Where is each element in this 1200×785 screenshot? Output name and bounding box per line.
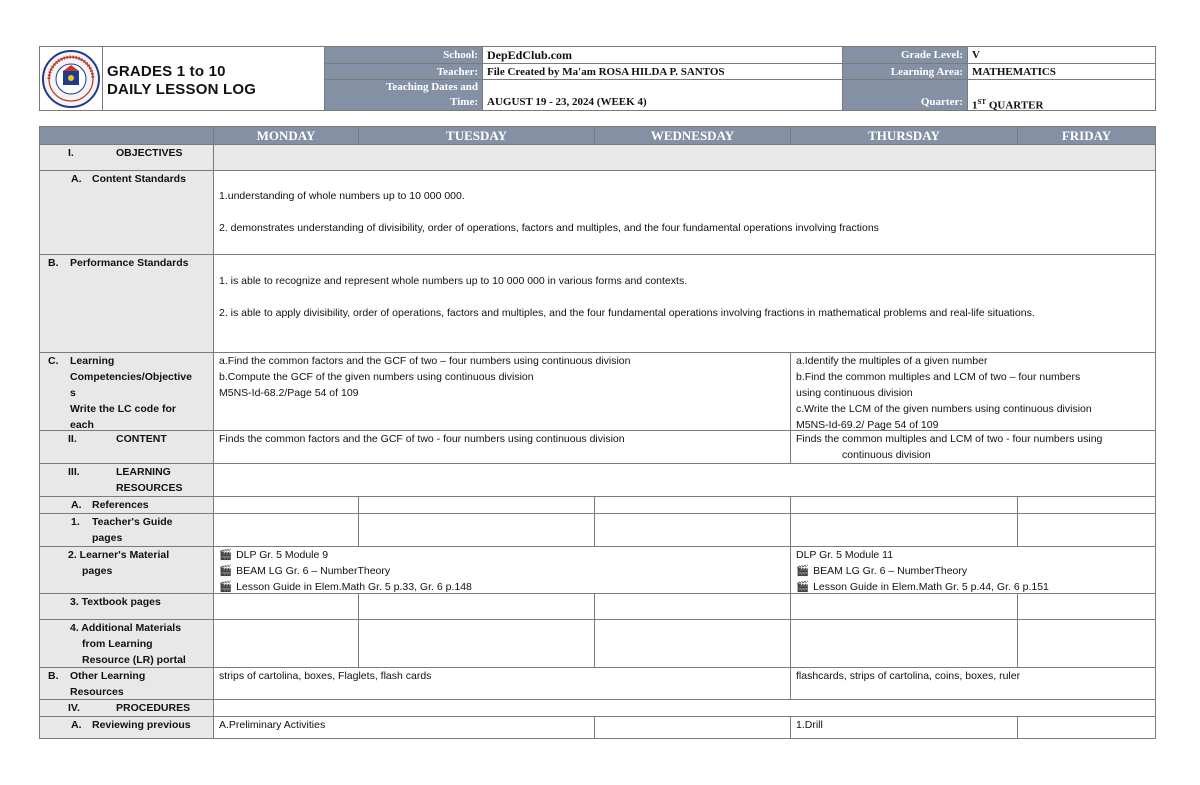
additional-materials-mon — [213, 620, 358, 667]
textbook-fri — [1017, 594, 1155, 619]
additional-materials-fri — [1017, 620, 1155, 667]
performance-standards-row — [40, 255, 1155, 353]
content-standards-line1: 1.understanding of whole numbers up to 10 000 000. — [219, 190, 465, 202]
additional-materials-wed — [594, 620, 790, 667]
performance-standards-line2: 2. is able to apply divisibility, order of operations, factors and multiples, and the four fundamental operations involving fractions in mathematical problems and real-life situations. — [219, 307, 1035, 319]
other-resources-num: B. — [48, 670, 59, 682]
learners-material-mon-item — [219, 579, 785, 593]
dates-label — [325, 80, 483, 110]
learners-material-mon-3: Lesson Guide in Elem.Math Gr. 5 p.33, Gr. 6 p.148 — [236, 581, 472, 593]
additional-materials-label — [40, 620, 213, 667]
learning-resources-l1: LEARNING — [116, 466, 171, 478]
competencies-mon-l2: b.Compute the GCF of the given numbers using continuous division — [219, 371, 534, 383]
content-label — [40, 431, 213, 463]
procedures-row — [40, 700, 1155, 717]
textbook-mon — [213, 594, 358, 619]
day-friday: FRIDAY — [1017, 127, 1155, 144]
content-standards-text: Content Standards — [92, 173, 186, 185]
teachers-guide-fri — [1017, 514, 1155, 546]
teachers-guide-label — [40, 514, 213, 546]
reviewing-label — [40, 717, 213, 738]
header-row-dates — [325, 80, 1155, 110]
competencies-row — [40, 353, 1155, 431]
teachers-guide-thu — [790, 514, 1017, 546]
content-thu-l1: Finds the common multiples and LCM of two - four numbers using — [796, 433, 1103, 445]
content-thu-fri — [790, 431, 1155, 463]
competencies-mon-l1: a.Find the common factors and the GCF of two – four numbers using continuous division — [219, 355, 631, 367]
clapperboard-icon: 🎬 — [219, 581, 233, 593]
learning-resources-row — [40, 464, 1155, 497]
deped-seal-icon — [41, 49, 101, 109]
day-tuesday: TUESDAY — [358, 127, 594, 144]
content-num: II. — [68, 433, 77, 445]
objectives-content — [213, 145, 1155, 170]
competencies-thu-l2: b.Find the common multiples and LCM of two – four numbers — [796, 371, 1081, 383]
teachers-guide-tue — [358, 514, 594, 546]
clapperboard-icon: 🎬 — [219, 549, 233, 561]
days-header-corner — [40, 127, 213, 144]
teachers-guide-l1: Teacher's Guide — [92, 516, 173, 528]
other-resources-mon-wed: strips of cartolina, boxes, Flaglets, flash cards — [213, 668, 790, 699]
competencies-label-l3: s — [70, 387, 76, 399]
competencies-thu-l4: c.Write the LCM of the given numbers using continuous division — [796, 403, 1092, 415]
references-mon — [213, 497, 358, 513]
school-label: School: — [325, 47, 483, 63]
quarter-value — [968, 80, 1155, 110]
procedures-num: IV. — [68, 702, 80, 714]
references-num: A. — [71, 499, 82, 511]
content-standards-row — [40, 171, 1155, 255]
additional-materials-l2: from Learning — [82, 638, 153, 650]
performance-standards-line1: 1. is able to recognize and represent whole numbers up to 10 000 000 in various forms and contexts. — [219, 275, 688, 287]
quarter-num: 1 — [972, 99, 978, 112]
teachers-guide-mon — [213, 514, 358, 546]
learners-material-mon-item — [219, 547, 785, 563]
document-title-line1: GRADES 1 to 10 — [107, 63, 226, 80]
textbook-thu — [790, 594, 1017, 619]
header-row-school — [325, 47, 1155, 64]
learners-material-mon-item — [219, 563, 785, 579]
day-monday: MONDAY — [213, 127, 358, 144]
teachers-guide-row — [40, 514, 1155, 547]
other-resources-l2: Resources — [70, 686, 124, 698]
learners-material-l1: 2. Learner's Material — [68, 549, 170, 561]
learners-material-thu-1: DLP Gr. 5 Module 11 — [796, 549, 894, 561]
competencies-mon-wed — [213, 353, 790, 430]
teachers-guide-wed — [594, 514, 790, 546]
learners-material-mon-1: DLP Gr. 5 Module 9 — [236, 549, 329, 561]
reviewing-num: A. — [71, 719, 82, 731]
learners-material-l2: pages — [82, 565, 113, 577]
performance-standards-label — [40, 255, 213, 352]
teacher-value: File Created by Ma'am ROSA HILDA P. SANTOS — [483, 64, 843, 79]
learning-resources-content — [213, 464, 1155, 496]
quarter-sup: ST — [977, 98, 987, 106]
learners-material-thu-item — [796, 563, 1150, 579]
competencies-label-l5: each — [70, 419, 94, 431]
reviewing-text: Reviewing previous — [92, 719, 191, 731]
textbook-tue — [358, 594, 594, 619]
teacher-label: Teacher: — [325, 64, 483, 79]
other-resources-row — [40, 668, 1155, 700]
references-text: References — [92, 499, 149, 511]
learning-area-value: MATHEMATICS — [972, 66, 1056, 78]
reviewing-thu: 1.Drill — [790, 717, 1017, 738]
reviewing-row — [40, 717, 1155, 738]
other-resources-thu-fri: flashcards, strips of cartolina, coins, boxes, ruler — [790, 668, 1155, 699]
school-value: DepEdClub.com — [483, 47, 843, 63]
learners-material-thu-fri — [790, 547, 1155, 593]
references-tue — [358, 497, 594, 513]
learners-material-text — [68, 547, 169, 579]
content-thu-l2: continuous division — [842, 449, 931, 461]
other-resources-l1: Other Learning — [70, 670, 146, 682]
competencies-label-l4: Write the LC code for — [70, 403, 176, 415]
additional-materials-text — [70, 620, 186, 668]
textbook-text: 3. Textbook pages — [70, 596, 161, 608]
clapperboard-icon: 🎬 — [796, 581, 810, 593]
textbook-wed — [594, 594, 790, 619]
learning-resources-text — [116, 464, 183, 496]
additional-materials-l3: Resource (LR) portal — [82, 654, 186, 666]
learners-material-row — [40, 547, 1155, 594]
competencies-label-l1: Learning — [70, 355, 115, 367]
objectives-row — [40, 145, 1155, 171]
textbook-row — [40, 594, 1155, 620]
other-resources-text — [70, 668, 145, 700]
competencies-num: C. — [48, 355, 59, 367]
competencies-thu-l5: M5NS-Id-69.2/ Page 54 of 109 — [796, 419, 939, 430]
procedures-content — [213, 700, 1155, 716]
day-thursday: THURSDAY — [790, 127, 1017, 144]
reviewing-mon-tue: A.Preliminary Activities — [213, 717, 594, 738]
document-title-line2: DAILY LESSON LOG — [107, 81, 257, 98]
learners-material-mon-wed — [213, 547, 790, 593]
references-label — [40, 497, 213, 513]
quarter-label: Quarter: — [843, 80, 968, 110]
clapperboard-icon: 🎬 — [796, 565, 810, 577]
performance-standards-text: Performance Standards — [70, 257, 189, 269]
procedures-label — [40, 700, 213, 716]
content-text: CONTENT — [116, 433, 167, 445]
additional-materials-tue — [358, 620, 594, 667]
grade-level-label: Grade Level: — [843, 47, 968, 63]
clapperboard-icon: 🎬 — [219, 565, 233, 577]
teachers-guide-l2: pages — [92, 532, 123, 544]
performance-standards-content — [213, 255, 1155, 352]
days-header-row — [40, 127, 1155, 145]
objectives-text: OBJECTIVES — [116, 147, 183, 159]
content-standards-num: A. — [71, 173, 82, 185]
reviewing-fri — [1017, 717, 1155, 738]
header-row-teacher — [325, 64, 1155, 80]
references-thu — [790, 497, 1017, 513]
objectives-label — [40, 145, 213, 170]
competencies-thu-l1: a.Identify the multiples of a given number — [796, 355, 988, 367]
competencies-mon-l3: M5NS-Id-68.2/Page 54 of 109 — [219, 387, 359, 399]
procedures-text: PROCEDURES — [116, 702, 191, 714]
references-row — [40, 497, 1155, 514]
learners-material-thu-3: Lesson Guide in Elem.Math Gr. 5 p.44, Gr. 6 p.151 — [813, 581, 1049, 593]
learners-material-label — [40, 547, 213, 593]
dates-label-line1: Teaching Dates and — [386, 81, 478, 93]
lesson-log-table — [39, 126, 1156, 739]
competencies-text — [70, 353, 192, 433]
competencies-thu-l3: using continuous division — [796, 387, 913, 399]
learners-material-thu-2: BEAM LG Gr. 6 – NumberTheory — [813, 565, 968, 577]
other-resources-label — [40, 668, 213, 699]
performance-standards-num: B. — [48, 257, 59, 269]
references-fri — [1017, 497, 1155, 513]
dates-value: AUGUST 19 - 23, 2024 (WEEK 4) — [483, 80, 843, 110]
additional-materials-row — [40, 620, 1155, 668]
logo-cell — [40, 47, 103, 110]
additional-materials-l1: 4. Additional Materials — [70, 622, 182, 634]
title-cell — [103, 47, 325, 110]
learning-resources-label — [40, 464, 213, 496]
grade-level-value: V — [972, 49, 980, 61]
content-row — [40, 431, 1155, 464]
teachers-guide-num: 1. — [71, 516, 80, 528]
quarter-rest: QUARTER — [986, 99, 1044, 112]
content-standards-label — [40, 171, 213, 254]
objectives-num: I. — [68, 147, 74, 159]
competencies-label-l2: Competencies/Objective — [70, 371, 192, 383]
content-standards-content — [213, 171, 1155, 254]
day-wednesday: WEDNESDAY — [594, 127, 790, 144]
dates-label-line2: Time: — [450, 96, 478, 108]
content-mon-wed: Finds the common factors and the GCF of two - four numbers using continuous division — [213, 431, 790, 463]
learning-resources-l2: RESOURCES — [116, 482, 183, 494]
learning-resources-num: III. — [68, 466, 80, 478]
competencies-thu-fri — [790, 353, 1155, 430]
textbook-label — [40, 594, 213, 619]
header-table — [39, 46, 1156, 111]
learners-material-thu-item — [796, 579, 1150, 593]
teachers-guide-text — [92, 514, 173, 546]
competencies-label — [40, 353, 213, 430]
reviewing-wed — [594, 717, 790, 738]
learning-area-label: Learning Area: — [843, 64, 968, 79]
additional-materials-thu — [790, 620, 1017, 667]
references-wed — [594, 497, 790, 513]
learners-material-mon-2: BEAM LG Gr. 6 – NumberTheory — [236, 565, 391, 577]
content-standards-line2: 2. demonstrates understanding of divisibility, order of operations, factors and multiples, and the four fundamental operations involving fractions — [219, 222, 879, 234]
